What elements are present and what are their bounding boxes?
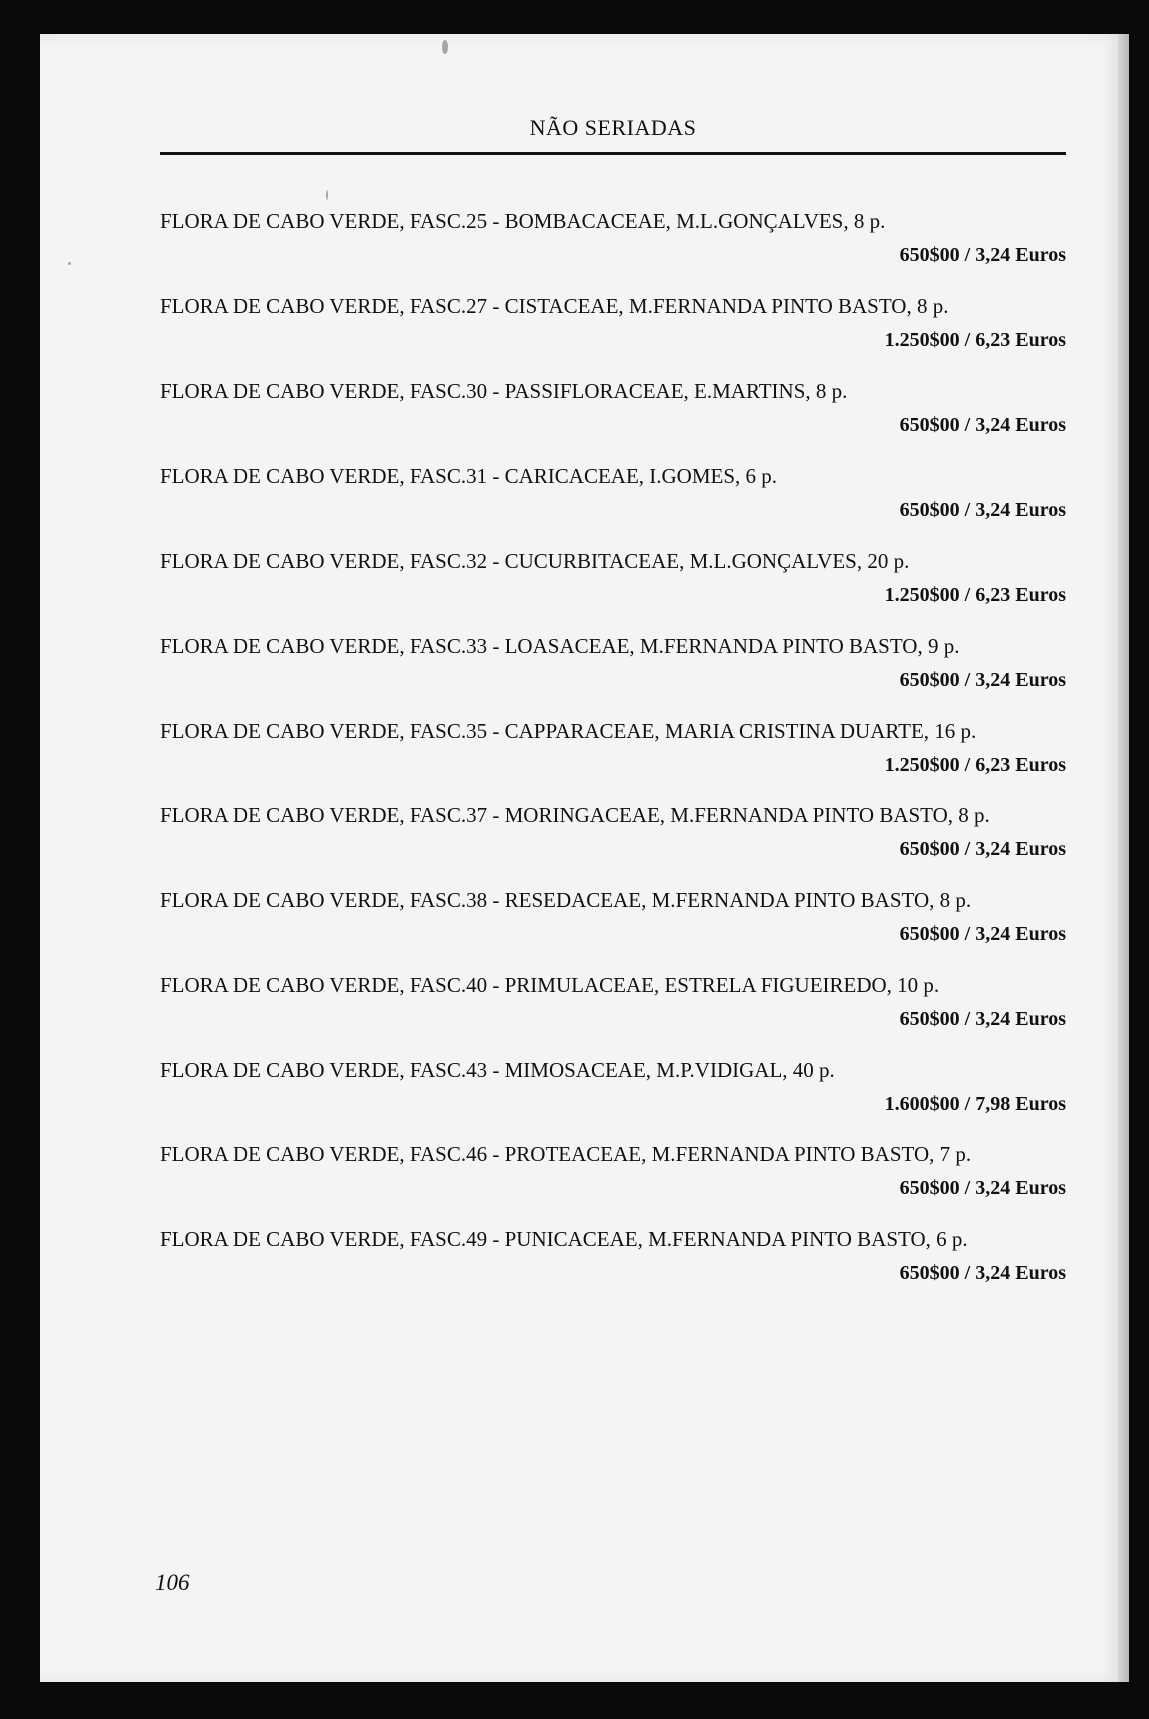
page-number: 106 (155, 1570, 190, 1595)
catalog-entry (160, 380, 1066, 436)
entry-price: 1.250$00 / 6,23 Euros (884, 584, 1066, 606)
entry-price: 650$00 / 3,24 Euros (899, 244, 1066, 266)
catalog-entry (160, 210, 1066, 266)
dust-speck (442, 40, 448, 54)
entry-price: 650$00 / 3,24 Euros (899, 1262, 1066, 1284)
entry-price: 650$00 / 3,24 Euros (899, 499, 1066, 521)
entry-title: FLORA DE CABO VERDE, FASC.30 - PASSIFLORACEAE, E.MARTINS, 8 p. (160, 379, 848, 403)
catalog-list (160, 210, 1066, 1284)
entry-price: 1.250$00 / 6,23 Euros (884, 329, 1066, 351)
entry-title: FLORA DE CABO VERDE, FASC.40 - PRIMULACEAE, ESTRELA FIGUEIREDO, 10 p. (160, 973, 940, 997)
catalog-entry (160, 295, 1066, 351)
dust-speck (326, 190, 328, 200)
entry-title: FLORA DE CABO VERDE, FASC.46 - PROTEACEAE, M.FERNANDA PINTO BASTO, 7 p. (160, 1142, 972, 1166)
entry-title: FLORA DE CABO VERDE, FASC.37 - MORINGACEAE, M.FERNANDA PINTO BASTO, 8 p. (160, 803, 990, 827)
entry-title: FLORA DE CABO VERDE, FASC.25 - BOMBACACEAE, M.L.GONÇALVES, 8 p. (160, 209, 886, 233)
entry-title: FLORA DE CABO VERDE, FASC.33 - LOASACEAE, M.FERNANDA PINTO BASTO, 9 p. (160, 634, 960, 658)
header-rule (160, 152, 1066, 155)
entry-price: 650$00 / 3,24 Euros (899, 1008, 1066, 1030)
entry-price: 650$00 / 3,24 Euros (899, 414, 1066, 436)
page-content (160, 112, 1066, 1284)
entry-title: FLORA DE CABO VERDE, FASC.32 - CUCURBITACEAE, M.L.GONÇALVES, 20 p. (160, 549, 910, 573)
catalog-entry (160, 804, 1066, 860)
catalog-entry (160, 720, 1066, 776)
entry-price: 650$00 / 3,24 Euros (899, 838, 1066, 860)
page-edge (1118, 34, 1149, 1682)
entry-price: 1.600$00 / 7,98 Euros (884, 1093, 1066, 1115)
entry-price: 1.250$00 / 6,23 Euros (884, 754, 1066, 776)
entry-title: FLORA DE CABO VERDE, FASC.27 - CISTACEAE, M.FERNANDA PINTO BASTO, 8 p. (160, 294, 949, 318)
entry-title: FLORA DE CABO VERDE, FASC.43 - MIMOSACEAE, M.P.VIDIGAL, 40 p. (160, 1058, 835, 1082)
entry-title: FLORA DE CABO VERDE, FASC.38 - RESEDACEAE, M.FERNANDA PINTO BASTO, 8 p. (160, 888, 972, 912)
entry-price: 650$00 / 3,24 Euros (899, 1177, 1066, 1199)
entry-title: FLORA DE CABO VERDE, FASC.49 - PUNICACEAE, M.FERNANDA PINTO BASTO, 6 p. (160, 1227, 968, 1251)
catalog-entry (160, 1228, 1066, 1284)
catalog-entry (160, 889, 1066, 945)
catalog-entry (160, 550, 1066, 606)
entry-title: FLORA DE CABO VERDE, FASC.31 - CARICACEAE, I.GOMES, 6 p. (160, 464, 778, 488)
catalog-entry (160, 1059, 1066, 1115)
entry-price: 650$00 / 3,24 Euros (899, 669, 1066, 691)
page-header: NÃO SERIADAS (529, 115, 697, 140)
entry-title: FLORA DE CABO VERDE, FASC.35 - CAPPARACEAE, MARIA CRISTINA DUARTE, 16 p. (160, 719, 977, 743)
catalog-entry (160, 974, 1066, 1030)
entry-price: 650$00 / 3,24 Euros (899, 923, 1066, 945)
dust-speck (68, 262, 71, 265)
catalog-entry (160, 635, 1066, 691)
catalog-entry (160, 1143, 1066, 1199)
catalog-entry (160, 465, 1066, 521)
